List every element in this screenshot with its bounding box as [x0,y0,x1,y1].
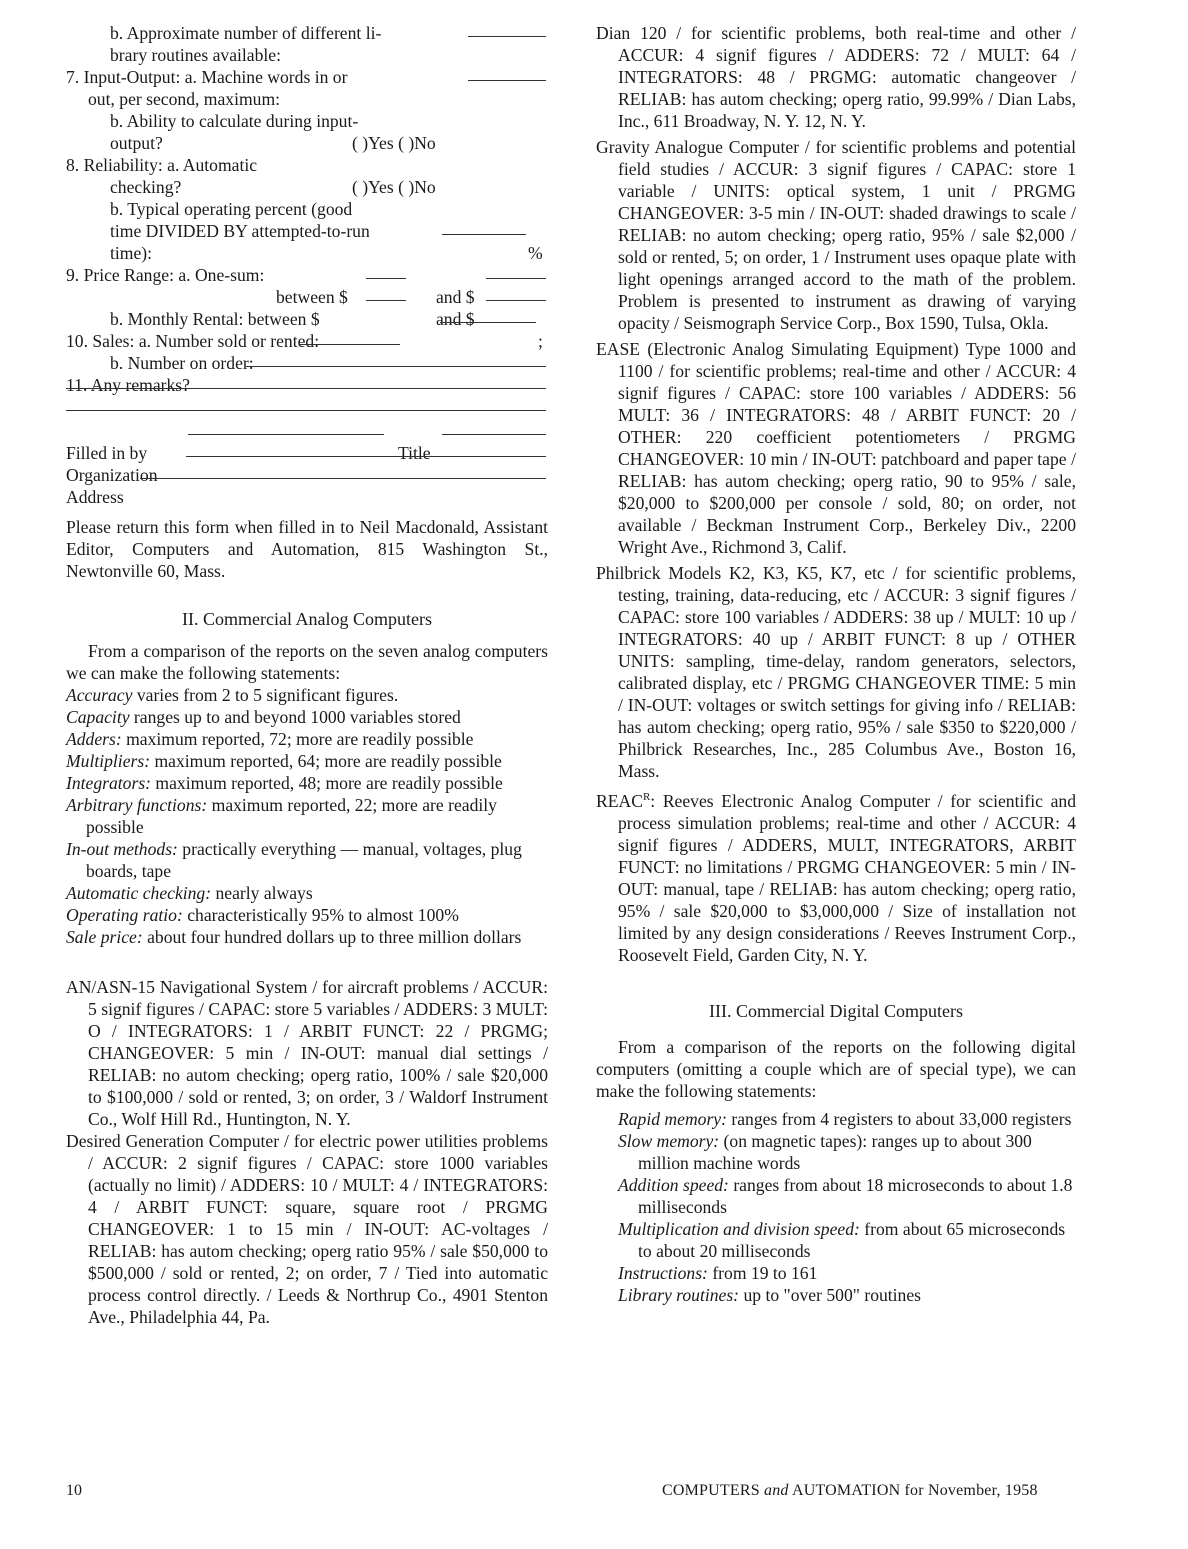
statement-item: Multiplication and division speed: from about 65 microseconds to about 20 milliseconds [618,1218,1066,1261]
statement-item: In-out methods: practically everything — manual, voltages, plug boards, tape [66,839,522,881]
blank-line[interactable] [486,278,546,279]
statement-item: Addition speed: ranges from about 18 microseconds to about 1.8 milliseconds [618,1174,1073,1217]
statement-item: Multipliers: maximum reported, 64; more are readily possible [66,751,502,771]
address-field[interactable] [140,478,546,479]
blank-line[interactable] [300,344,400,345]
remarks-blank [66,418,548,440]
statement-item: Capacity ranges up to and beyond 1000 variables stored [66,707,461,727]
statement-item: Arbitrary functions: maximum reported, 22; more are readily possible [66,795,497,837]
form-line: b. Typical operating percent (good [110,199,353,219]
analog-entries-right [596,22,1076,966]
computer-entry: AN/ASN-15 Navigational System / for aircraft problems / ACCUR: 5 signif figures / CAPAC: store 5 variables / ADDERS: 3 MULT: O / INTEGRATORS: 1 / ARBIT FUNCT: 22 / PRGMG; CHANGEOVER: 5 min / IN-OUT: manual dial settings / RELIAB: no autom checking; operg ratio, 100% / sale $20,000 to $100,000 / sold or rented, 3; on order, 3 / Waldorf Instrument Co., Wolf Hill Rd., Huntington, N. Y. [66,977,548,1129]
computer-entry: Dian 120 / for scientific problems, both real-time and other / ACCUR: 4 signif figures / ADDERS: 72 / MULT: 64 / INTEGRATORS: 48 / PRGMG: automatic changeover / RELIAB: has autom checking; operg ratio, 99.99% / Dian Labs, Inc., 611 Broadway, N. Y. 12, N. Y. [596,23,1076,131]
form-line: Filled in by Title [66,442,548,464]
computer-entry: EASE (Electronic Analog Simulating Equipment) Type 1000 and 1100 / for scientific problems; real-time and other / ACCUR: 4 signif figures / CAPAC: store 100 variables / ADDERS: 56 MULT: 36 / INTEGRATORS: 48 / ARBIT FUNCT: 20 / OTHER: 220 coefficient potentiometers / PRGMG CHANGEOVER: 10 min / IN-OUT: patchboard and paper tape / RELIAB: has autom checking; operg ratio, 90 to 95% / sale, $20,000 to $200,000 per console / sold, 80; on order, not available / Beckman Instrument Corp., Berkeley Div., 2200 Wright Ave., Richmond 3, Calif. [596,339,1076,557]
computer-entry: Desired Generation Computer / for electric power utilities problems / ACCUR: 2 signif figures / CAPAC: store 1000 variables (actually no limit) / ADDERS: 10 / MULT: 4 / INTEGRATORS: 4 / ARBIT FUNCT: square, square root / PRGMG CHANGEOVER: 1 to 15 min / IN-OUT: AC-voltages / RELIAB: has autom checking; operg ratio 95% / sale $50,000 to $500,000 / sold or rented, 2; on order, 7 / Tied into automatic process control directly. / Leeds & Northrup Co., 4901 Stenton Ave., Philadelphia 44, Pa. [66,1131,548,1327]
page-number: 10 [66,1482,82,1499]
remarks-line[interactable] [66,388,546,389]
analog-statements [66,684,548,948]
form-line: checking? ( )Yes ( )No [110,177,436,197]
digital-statements [596,1108,1076,1306]
statement-item: Operating ratio: characteristically 95% to almost 100% [66,905,459,925]
blank-line[interactable] [442,234,526,235]
blank-line[interactable] [440,322,536,323]
digital-intro: From a comparison of the reports on the following digital computers (omitting a couple which are of special type), we can make the following statements: [596,1036,1076,1101]
form-line: 9. Price Range: a. One-sum: [66,265,265,285]
statement-item: Integrators: maximum reported, 48; more are readily possible [66,773,503,793]
statement-item: Library routines: up to "over 500" routines [618,1284,922,1305]
form-line: 7. Input-Output: a. Machine words in or [66,67,348,87]
form-line: between $ and $ [66,286,548,308]
blank-line[interactable] [366,300,406,301]
form-line: 10. Sales: a. Number sold or rented: ; [66,330,548,352]
remarks-blank [66,396,548,418]
statement-item: Sale price: about four hundred dollars up to three million dollars [66,927,522,947]
computer-entry: $REAC^R$: Reeves Electronic Analog Computer / for scientific and process simulation problems; real-time and other / ACCUR: 4 signif figures / ADDERS, MULT, INTEGRATORS, ARBIT FUNCT: no limitations / PRGMG CHANGEOVER: 5 min / IN-OUT: manual, tape / RELIAB: has autom checking; operg ratio, 95% / sale $20,000 to $3,000,000 / Size of installation not limited by any design considerations / Reeves Instrument Corp., Roosevelt Field, Garden City, N. Y. [596,790,1076,965]
publication-footer: COMPUTERS and AUTOMATION for November, 1958 [662,1482,1038,1499]
form-line: out, per second, maximum: [66,88,548,110]
form-line: Address [66,486,548,508]
yes-no-checkbox[interactable]: ( )Yes ( )No [352,177,436,197]
left-column [66,22,548,1328]
statement-item: Automatic checking: nearly always [66,883,313,903]
statement-item: Adders: maximum reported, 72; more are readily possible [66,729,474,749]
computer-entry: Gravity Analogue Computer / for scientific problems and potential field studies / ACCUR: 3 signif figures / CAPAC: store 1 variable / UNITS: optical system, 1 unit / PRGMG CHANGEOVER: 3-5 min / IN-OUT: shaded drawings to scale / RELIAB: no autom checking; operg ratio, 95% / sale $2,000 / sold or rented, 5; on order, 1 / Instrument uses opaque plate with light openings arranged accord to the math of the problem. Problem is presented to instrument as drawing of varying opacity / Seismograph Service Corp., Box 1590, Tulsa, Okla. [596,137,1076,333]
form-line: time DIVIDED BY attempted-to-run [110,221,370,241]
form-line: b. Monthly Rental: between $ and $ [66,308,548,330]
form-line: output? ( )Yes ( )No [110,133,436,153]
statement-item: Slow memory: (on magnetic tapes): ranges up to about 300 million machine words [618,1130,1032,1173]
computer-entry: Philbrick Models K2, K3, K5, K7, etc / for scientific problems, testing, training, data-reducing, etc / ACCUR: 3 signif figures / CAPAC: store 100 variables / ADDERS: 38 up / MULT: 10 up / INTEGRATORS: 40 up / ARBIT FUNCT: 8 up / OTHER UNITS: sampling, time-delay, random generators, selectors, calibrated display, etc / PRGMG CHANGEOVER TIME: 5 min / IN-OUT: voltages or switch settings for giving info / RELIAB: has autom checking; operg ratio, 95% / sale $350 to $220,000 / Philbrick Researches, Inc., 285 Columbus Ave., Boston 16, Mass. [596,563,1076,781]
form-line: b. Approximate number of different li- [110,23,382,43]
form-line: 11. Any remarks? [66,374,548,396]
yes-no-checkbox[interactable]: ( )Yes ( )No [352,133,436,153]
blank-line[interactable] [366,278,406,279]
digital-section-heading: III. Commercial Digital Computers [709,1000,963,1021]
blank-line[interactable] [486,300,546,301]
form-line: brary routines available: [66,44,548,66]
analog-section-heading: II. Commercial Analog Computers [182,609,432,629]
form-line: Organization [66,464,548,486]
return-note: Please return this form when filled in to Neil Macdonald, Assistant Editor, Computers and Automation, 815 Washington St., Newtonville 60, Mass. [66,517,548,581]
remarks-line[interactable] [246,366,546,367]
remarks-line[interactable] [66,410,546,411]
form-line: time): % [66,242,548,264]
statement-item: Instructions: from 19 to 161 [618,1262,818,1283]
organization-field[interactable] [186,456,546,457]
form-line: b. Number on order: [66,352,548,374]
questionnaire-form [66,22,548,582]
blank-line[interactable] [468,80,546,81]
form-line: b. Ability to calculate during input- [110,111,359,131]
blank-line[interactable] [468,36,546,37]
right-column [596,22,1076,1306]
title-field[interactable] [442,434,546,435]
form-line: 8. Reliability: a. Automatic [66,155,258,175]
analog-intro: From a comparison of the reports on the seven analog computers we can make the following statements: [66,641,548,683]
analog-entries-left [66,976,548,1328]
statement-item: Accuracy varies from 2 to 5 significant figures. [66,685,399,705]
statement-item: Rapid memory: ranges from 4 registers to about 33,000 registers [618,1108,1072,1129]
filled-in-by-field[interactable] [188,434,384,435]
